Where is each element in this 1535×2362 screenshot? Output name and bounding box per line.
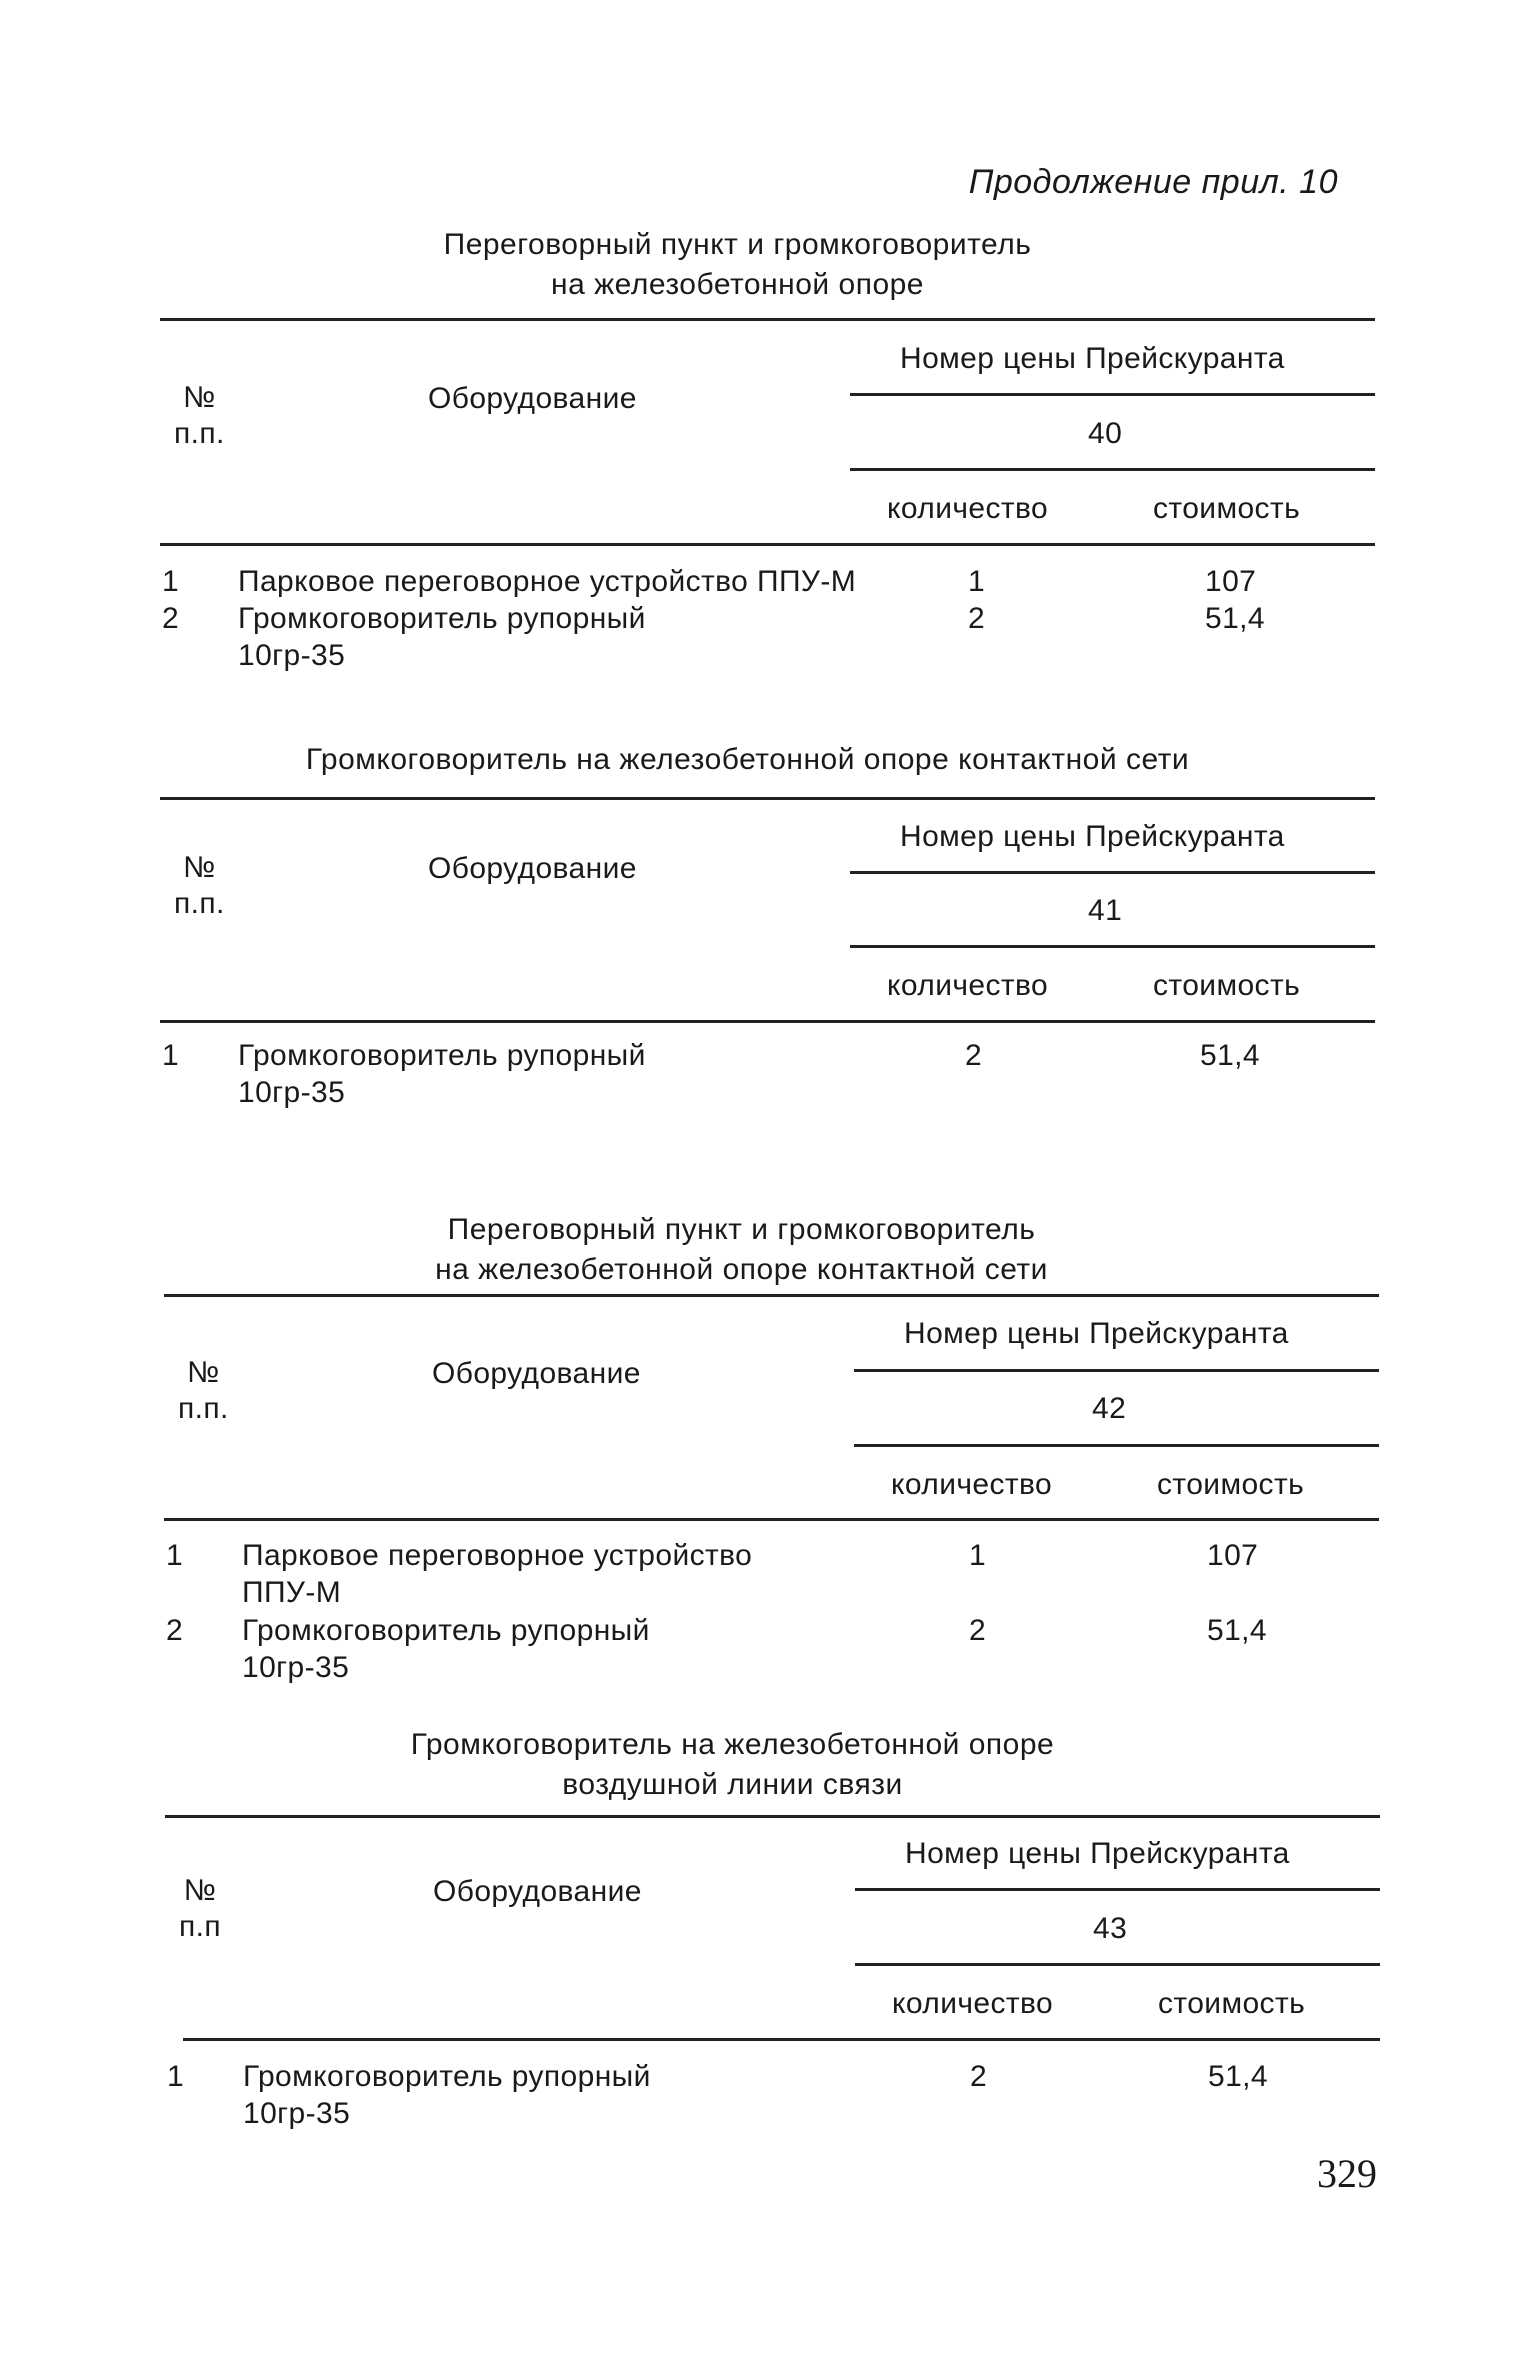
- col-header-equipment: Оборудование: [432, 1357, 641, 1390]
- col-header-price-group: Номер цены Прейскуранта: [905, 1837, 1290, 1870]
- table-section-2: Громкоговоритель на железобетонной опоре контактной сети Номер цены Прейскуранта № п.п. Оборудование 41 количество стоимость 1 Громкоговоритель рупорный 10гр-35 2 51,4: [160, 740, 1375, 1120]
- table-title: Громкоговоритель на железобетонной опоре контактной сети: [305, 743, 1190, 776]
- table-title: Переговорный пункт и громкоговоритель на железобетонной опоре: [443, 228, 1032, 301]
- table-section-4: Громкоговоритель на железобетонной опоре воздушной линии связи Номер цены Прейскуранта № п.п Оборудование 43 количество стоимость 1 Громкоговоритель рупорный 10гр-35 2 51,4: [165, 1725, 1380, 2145]
- col-header-num: № п.п.: [178, 1356, 229, 1425]
- table-title: Переговорный пункт и громкоговоритель на железобетонной опоре контактной сети: [435, 1213, 1048, 1286]
- col-header-num: № п.п.: [174, 381, 225, 450]
- col-header-price-group: Номер цены Прейскуранта: [900, 820, 1285, 853]
- col-header-quantity: количество: [891, 1468, 1053, 1501]
- col-header-price-group: Номер цены Прейскуранта: [900, 342, 1285, 375]
- col-header-cost: стоимость: [1153, 969, 1301, 1002]
- table-title: Громкоговоритель на железобетонной опоре воздушной линии связи: [410, 1728, 1055, 1801]
- col-header-equipment: Оборудование: [433, 1875, 642, 1908]
- col-header-cost: стоимость: [1157, 1468, 1305, 1501]
- col-header-cost: стоимость: [1153, 492, 1301, 525]
- page-number: 329: [1317, 2151, 1377, 2196]
- table-section-1: Переговорный пункт и громкоговоритель на железобетонной опоре Номер цены Прейскуранта № п.п. Оборудование 40 количество стоимость 1 Парковое переговорное устройство ППУ-М 1 107 2 Громкоговоритель рупорный 10гр-35 2 51,4: [160, 225, 1375, 685]
- col-header-equipment: Оборудование: [428, 382, 637, 415]
- price-number: 40: [1088, 417, 1123, 450]
- price-number: 43: [1093, 1912, 1128, 1945]
- page-header: Продолжение прил. 10: [968, 163, 1338, 201]
- col-header-equipment: Оборудование: [428, 852, 637, 885]
- col-header-num: № п.п.: [174, 851, 225, 920]
- price-number: 42: [1092, 1392, 1127, 1425]
- table-section-3: Переговорный пункт и громкоговоритель на железобетонной опоре контактной сети Номер цены Прейскуранта № п.п. Оборудование 42 количество стоимость 1 Парковое переговорное устройство ППУ-М 1 107 2 Громкоговоритель рупорный 10гр-35 2 51,4: [164, 1210, 1379, 1690]
- col-header-cost: стоимость: [1158, 1987, 1306, 2020]
- col-header-quantity: количество: [887, 492, 1049, 525]
- col-header-price-group: Номер цены Прейскуранта: [904, 1317, 1289, 1350]
- col-header-num: № п.п: [179, 1874, 222, 1943]
- col-header-quantity: количество: [892, 1987, 1054, 2020]
- col-header-quantity: количество: [887, 969, 1049, 1002]
- price-number: 41: [1088, 894, 1123, 927]
